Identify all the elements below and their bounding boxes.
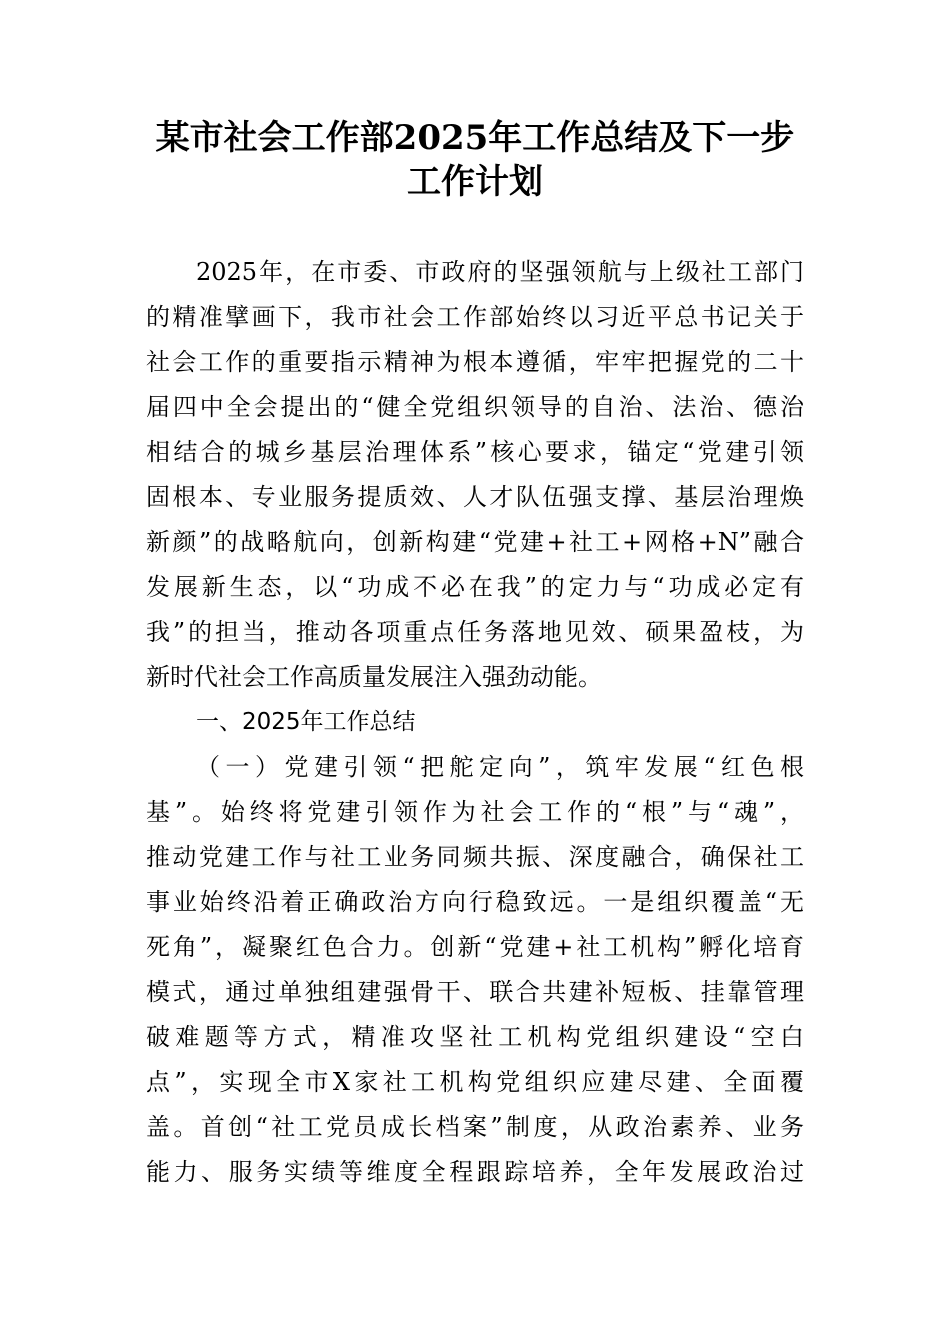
section-paragraph-line: （一）党建引领“把舵定向”，筑牢发展“红色根: [196, 753, 804, 781]
intro-line: 新颜”的战略航向，创新构建“党建+社工+网格+N”融合: [146, 528, 804, 556]
intro-line: 固根本、专业服务提质效、人才队伍强支撑、基层治理焕: [146, 483, 804, 511]
intro-line: 相结合的城乡基层治理体系”核心要求，锚定“党建引领: [146, 438, 804, 466]
document-title-line-2: 工作计划: [407, 162, 543, 202]
intro-line: 届四中全会提出的“健全党组织领导的自治、法治、德治: [146, 393, 804, 421]
section-paragraph-line: 点”，实现全市X家社工机构党组织应建尽建、全面覆: [146, 1068, 804, 1096]
section-paragraph-line: 事业始终沿着正确政治方向行稳致远。一是组织覆盖“无: [146, 888, 804, 916]
intro-line: 2025年，在市委、市政府的坚强领航与上级社工部门: [196, 258, 804, 286]
intro-line: 社会工作的重要指示精神为根本遵循，牢牢把握党的二十: [146, 348, 804, 376]
intro-line: 发展新生态，以“功成不必在我”的定力与“功成必定有: [146, 573, 804, 601]
intro-line: 新时代社会工作高质量发展注入强劲动能。: [146, 663, 602, 691]
intro-line: 我”的担当，推动各项重点任务落地见效、硕果盈枝，为: [146, 618, 804, 646]
intro-line: 的精准擘画下，我市社会工作部始终以习近平总书记关于: [146, 303, 804, 331]
section-paragraph-line: 盖。首创“社工党员成长档案”制度，从政治素养、业务: [146, 1113, 804, 1141]
section-heading: 一、2025年工作总结: [196, 709, 416, 735]
document-title-line-1: 某市社会工作部2025年工作总结及下一步: [155, 118, 795, 158]
section-paragraph-line: 破难题等方式，精准攻坚社工机构党组织建设“空白: [146, 1023, 804, 1051]
section-paragraph-line: 推动党建工作与社工业务同频共振、深度融合，确保社工: [146, 843, 804, 871]
section-paragraph-line: 能力、服务实绩等维度全程跟踪培养，全年发展政治过: [146, 1158, 804, 1186]
section-paragraph-line: 基”。始终将党建引领作为社会工作的“根”与“魂”，: [146, 798, 804, 826]
section-paragraph-line: 死角”，凝聚红色合力。创新“党建+社工机构”孵化培育: [146, 933, 804, 961]
section-paragraph-line: 模式，通过单独组建强骨干、联合共建补短板、挂靠管理: [146, 978, 804, 1006]
